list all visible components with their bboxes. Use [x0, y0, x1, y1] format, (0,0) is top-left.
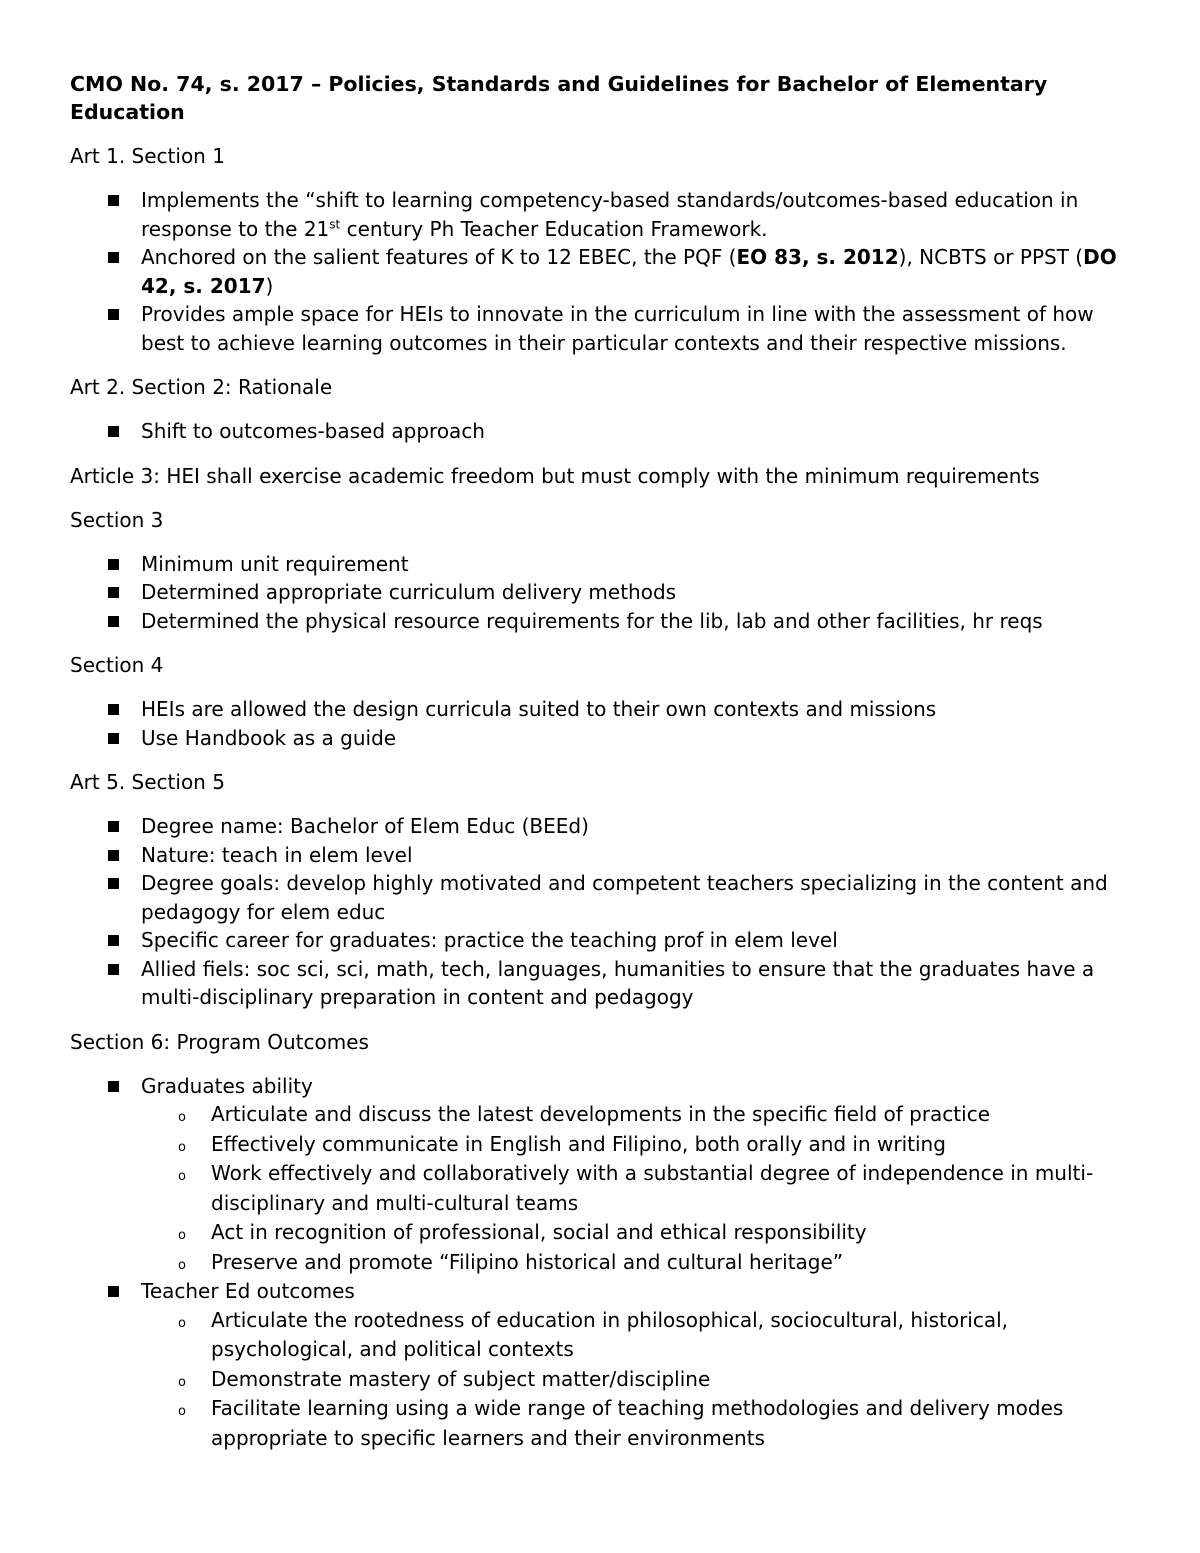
- list-item: Minimum unit requirement: [70, 550, 1140, 579]
- sub-list-item: o Demonstrate mastery of subject matter/discipline: [141, 1365, 1140, 1395]
- list-item: Shift to outcomes-based approach: [70, 417, 1140, 446]
- list-item: Provides ample space for HEIs to innovate in the curriculum in line with the assessment of how best to achieve learning outcomes in their particular contexts and their respective missions.: [70, 300, 1140, 357]
- document-title: CMO No. 74, s. 2017 – Policies, Standards and Guidelines for Bachelor of Elementary Education: [70, 72, 1048, 124]
- graduates-sublist: [70, 1100, 1140, 1277]
- sub-list-item: o Preserve and promote “Filipino historical and cultural heritage”: [141, 1248, 1140, 1278]
- sub-list-item: o Facilitate learning using a wide range of teaching methodologies and delivery modes appropriate to specific learners and their environments: [141, 1394, 1140, 1453]
- art2-heading: Art 2. Section 2: Rationale: [70, 375, 333, 399]
- section6-heading: Section 6: Program Outcomes: [70, 1029, 369, 1054]
- list-item: Nature: teach in elem level: [70, 841, 1140, 870]
- section3-heading: Section 3: [70, 507, 164, 532]
- list-item: Implements the “shift to learning competency-based standards/outcomes-based education in response to the 21st century Ph Teacher Education Framework.: [70, 186, 1140, 243]
- list-item: Specific career for graduates: practice the teaching prof in elem level: [70, 926, 1140, 955]
- section6-list: [70, 1072, 1140, 1454]
- list-item: Determined appropriate curriculum delivery methods: [70, 578, 1140, 607]
- list-item: Degree goals: develop highly motivated and competent teachers specializing in the content and pedagogy for elem educ: [70, 869, 1140, 926]
- section3-list: [70, 550, 1140, 636]
- teacher-ed-sublist: [70, 1306, 1140, 1454]
- list-item: HEIs are allowed the design curricula suited to their own contexts and missions: [70, 695, 1140, 724]
- sub-list-item: o Act in recognition of professional, social and ethical responsibility: [141, 1218, 1140, 1248]
- art5-heading: Art 5. Section 5: [70, 770, 225, 794]
- list-item: Use Handbook as a guide: [70, 724, 1140, 753]
- list-item: Anchored on the salient features of K to 12 EBEC, the PQF (EO 83, s. 2012), NCBTS or PPST (DO 42, s. 2017): [70, 243, 1140, 300]
- art3-heading: Article 3: HEI shall exercise academic freedom but must comply with the minimum requirements: [70, 463, 1040, 488]
- sub-list-item: o Effectively communicate in English and Filipino, both orally and in writing: [141, 1130, 1140, 1160]
- section4-list: [70, 695, 1140, 752]
- teacher-ed-label: Teacher Ed outcomes: [141, 1279, 355, 1303]
- art2-list: [70, 417, 1140, 446]
- list-item-graduates: [70, 1072, 1140, 1278]
- art5-list: [70, 812, 1140, 1012]
- section4-heading: Section 4: [70, 653, 164, 677]
- sub-list-item: o Work effectively and collaboratively with a substantial degree of independence in multi-disciplinary and multi-cultural teams: [141, 1159, 1140, 1218]
- graduates-label: Graduates ability: [141, 1073, 313, 1098]
- list-item: Determined the physical resource requirements for the lib, lab and other facilities, hr reqs: [70, 607, 1140, 636]
- list-item: Degree name: Bachelor of Elem Educ (BEEd): [70, 812, 1140, 841]
- list-item-teacher-ed: [70, 1277, 1140, 1453]
- document-body: [70, 70, 1140, 1469]
- art1-heading: Art 1. Section 1: [70, 144, 225, 168]
- sub-list-item: o Articulate the rootedness of education in philosophical, sociocultural, historical, psychological, and political contexts: [141, 1306, 1140, 1365]
- list-item: Allied fiels: soc sci, sci, math, tech, languages, humanities to ensure that the graduates have a multi-disciplinary preparation in content and pedagogy: [70, 955, 1140, 1012]
- sub-list-item: o Articulate and discuss the latest developments in the specific field of practice: [141, 1100, 1140, 1130]
- art1-list: [70, 186, 1140, 357]
